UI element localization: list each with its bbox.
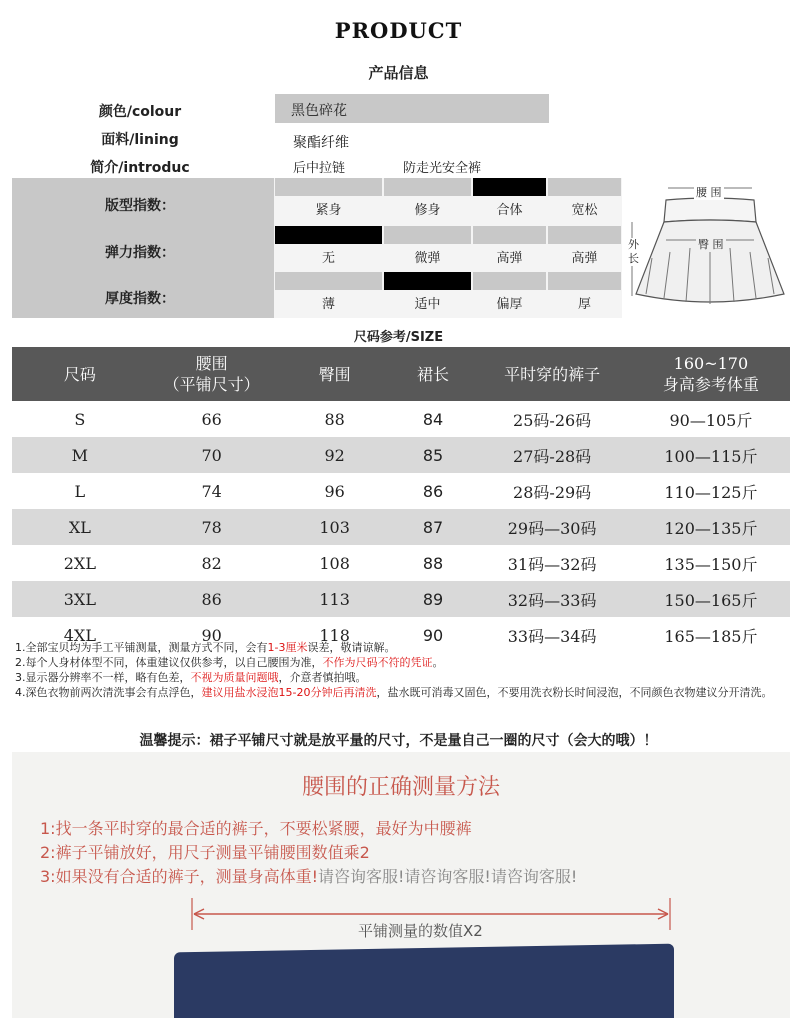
fit-option-4: [548, 178, 621, 218]
elastic-index-label: 弹力指数：: [105, 245, 175, 261]
fit-option-1: [275, 178, 382, 218]
thickness-option-bar: [473, 272, 546, 290]
size-cell: 103: [276, 509, 394, 545]
thickness-option-3: [473, 272, 546, 312]
elastic-option-label: 微弹: [414, 251, 441, 266]
fit-option-label: 合体: [496, 203, 523, 218]
size-cell: S: [12, 401, 148, 437]
size-cell: 86: [394, 473, 473, 509]
note-4: 4.深色衣物前两次清洗事会有点浮色，建议用盐水浸泡15-20分钟后再清洗，盐水既可消毒又固色，不要用洗衣粉长时间浸泡，不同颜色衣物建议分开清洗。: [15, 686, 773, 699]
size-cell: 25码-26码: [472, 401, 631, 437]
elastic-option-bar: [275, 226, 382, 244]
size-row: [12, 509, 790, 545]
size-cell: 90: [394, 617, 473, 653]
measure-step-3: 3:如果没有合适的裤子，测量身高体重!请咨询客服!请咨询客服!请咨询客服!: [40, 867, 578, 886]
measure-method-photo: [12, 752, 790, 1018]
fit-option-label: 修身: [414, 203, 441, 218]
size-cell: 85: [394, 437, 473, 473]
hip-diagram-label: 臀 围: [698, 238, 724, 251]
note-2: 2.每个人身材体型不同，体重建议仅供参考，以自己腰围为准，不作为尺码不符的凭证。: [15, 656, 444, 669]
size-row: [12, 437, 790, 473]
size-cell: 74: [148, 473, 276, 509]
size-header-cell: 腰围 （平铺尺寸）: [148, 347, 276, 401]
size-row: [12, 401, 790, 437]
size-cell: 66: [148, 401, 276, 437]
size-cell: 27码-28码: [472, 437, 631, 473]
fit-option-bar: [275, 178, 382, 196]
measure-step-2: 2:裤子平铺放好，用尺子测量平铺腰围数值乘2: [40, 843, 370, 862]
size-cell: 92: [276, 437, 394, 473]
elastic-option-4: [548, 226, 621, 266]
elastic-option-2: [384, 226, 471, 266]
size-cell: 165—185斤: [632, 617, 790, 653]
size-row: [12, 473, 790, 509]
note-3: 3.显示器分辨率不一样，略有色差，不视为质量问题哦，介意者慎拍哦。: [15, 671, 367, 684]
thickness-option-2: [384, 272, 471, 312]
waist-diagram-label: 腰 围: [696, 186, 722, 199]
fit-index-label: 版型指数：: [105, 198, 175, 214]
size-cell: 90—105斤: [632, 401, 790, 437]
thickness-option-1: [275, 272, 382, 312]
size-cell: 84: [394, 401, 473, 437]
size-cell: 4XL: [12, 617, 148, 653]
elastic-index-scale: [275, 226, 621, 266]
length-diagram-label: 外长: [628, 238, 639, 265]
warm-tip: 温馨提示：裙子平铺尺寸就是放平量的尺寸，不是量自己一圈的尺寸（会大的哦）！: [139, 733, 658, 749]
intro-value-zipper: 后中拉链: [293, 161, 346, 176]
lining-label: 面料/lining: [101, 132, 179, 148]
size-cell: 135—150斤: [632, 545, 790, 581]
elastic-option-bar: [473, 226, 546, 244]
size-cell: 32码—33码: [472, 581, 631, 617]
size-heading: 尺码参考/SIZE: [353, 330, 444, 345]
size-cell: 31码—32码: [472, 545, 631, 581]
notes-block: [15, 640, 785, 700]
lining-value: 聚酯纤维: [293, 135, 349, 151]
size-cell: 3XL: [12, 581, 148, 617]
fit-option-2: [384, 178, 471, 218]
colour-label: 颜色/colour: [98, 104, 182, 120]
size-cell: 2XL: [12, 545, 148, 581]
size-cell: 88: [394, 545, 473, 581]
size-cell: 120—135斤: [632, 509, 790, 545]
size-cell: 96: [276, 473, 394, 509]
fit-option-bar: [384, 178, 471, 196]
intro-value-safety-shorts: 防走光安全裤: [403, 161, 482, 176]
size-row: [12, 581, 790, 617]
size-row: [12, 545, 790, 581]
intro-label: 简介/introduc: [90, 160, 190, 176]
size-header-cell: 平时穿的裤子: [472, 347, 631, 401]
fit-option-bar: [548, 178, 621, 196]
size-cell: 150—165斤: [632, 581, 790, 617]
page-title: PRODUCT: [334, 18, 463, 43]
product-info-heading: 产品信息: [368, 64, 429, 82]
size-cell: 33码—34码: [472, 617, 631, 653]
size-cell: 118: [276, 617, 394, 653]
measure-step-1: 1:找一条平时穿的最合适的裤子，不要松紧腰，最好为中腰裤: [40, 819, 472, 838]
elastic-option-label: 高弹: [496, 251, 523, 266]
size-cell: 88: [276, 401, 394, 437]
thickness-option-label: 厚: [577, 297, 591, 312]
size-cell: 86: [148, 581, 276, 617]
size-cell: 70: [148, 437, 276, 473]
elastic-option-1: [275, 226, 382, 266]
size-cell: 28码-29码: [472, 473, 631, 509]
thickness-option-label: 适中: [414, 297, 441, 312]
size-cell: M: [12, 437, 148, 473]
thickness-option-bar: [384, 272, 471, 290]
size-cell: 108: [276, 545, 394, 581]
size-cell: XL: [12, 509, 148, 545]
fit-option-label: 宽松: [571, 203, 598, 218]
size-cell: 113: [276, 581, 394, 617]
thickness-option-bar: [548, 272, 621, 290]
elastic-option-bar: [548, 226, 621, 244]
note-1: 1.全部宝贝均为手工平铺测量，测量方式不同，会有1-3厘米误差，敬请谅解。: [15, 641, 396, 654]
fit-option-bar: [473, 178, 546, 196]
size-cell: 110—125斤: [632, 473, 790, 509]
fit-option-label: 紧身: [315, 203, 342, 218]
size-cell: 78: [148, 509, 276, 545]
fit-option-3: [473, 178, 546, 218]
size-table: [12, 347, 790, 653]
thickness-option-label: 偏厚: [496, 297, 523, 312]
size-header-cell: 尺码: [12, 347, 148, 401]
size-cell: 89: [394, 581, 473, 617]
thickness-option-label: 薄: [321, 297, 335, 312]
size-header-cell: 160~170 身高参考体重: [632, 347, 790, 401]
size-cell: 87: [394, 509, 473, 545]
elastic-option-label: 高弹: [571, 251, 598, 266]
measure-arrow-label: 平铺测量的数值X2: [352, 920, 489, 941]
size-cell: 82: [148, 545, 276, 581]
size-cell: 100—115斤: [632, 437, 790, 473]
colour-value: 黑色碎花: [291, 103, 347, 119]
size-cell: L: [12, 473, 148, 509]
colour-value-box: [275, 94, 549, 123]
thickness-index-scale: [275, 272, 621, 312]
elastic-option-label: 无: [321, 251, 335, 266]
size-cell: 29码—30码: [472, 509, 631, 545]
size-header-cell: 臀围: [276, 347, 394, 401]
size-header-cell: 裙长: [394, 347, 473, 401]
thickness-index-label: 厚度指数：: [105, 291, 175, 307]
elastic-option-bar: [384, 226, 471, 244]
fit-index-scale: [275, 178, 621, 218]
thickness-option-4: [548, 272, 621, 312]
size-cell: 90: [148, 617, 276, 653]
thickness-option-bar: [275, 272, 382, 290]
elastic-option-3: [473, 226, 546, 266]
pants-image: [174, 944, 674, 1018]
measure-title: 腰围的正确测量方法: [301, 775, 500, 800]
